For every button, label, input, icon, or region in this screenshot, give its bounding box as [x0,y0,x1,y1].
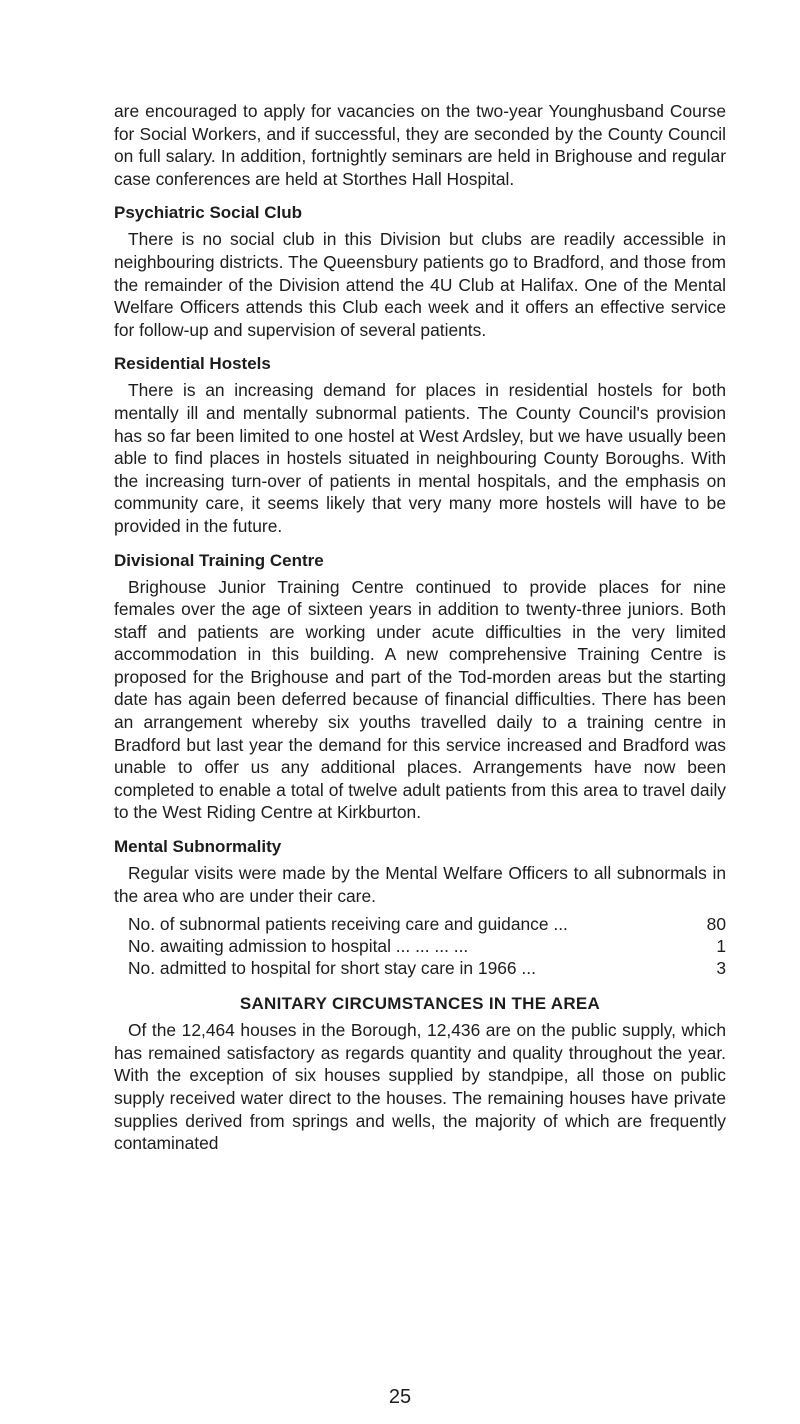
stat-row [114,957,726,979]
heading-residential-hostels: Residential Hostels [114,354,271,374]
stat-value: 80 [706,914,726,935]
stat-label: No. admitted to hospital for short stay care in 1966 ... [128,958,536,979]
paragraph-divisional-training-centre: Brighouse Junior Training Centre continued to provide places for nine females over the age of sixteen years in addition to twenty-three juniors. Both staff and patients are working under acute difficulties in the very limited accommodation in this building. A new comprehensive Training Centre is proposed for the Brighouse and part of the Tod-morden areas but the starting date has again been deferred because of financial difficulties. There has been an arrangement whereby six youths travelled daily to a training centre in Bradford but last year the demand for this service increased and Bradford was unable to offer us any additional places. Arrangements have now been completed to enable a total of twelve adult patients from this area to travel daily to the West Riding Centre at Kirkburton. [114,576,726,823]
paragraph-sanitary-circumstances: Of the 12,464 houses in the Borough, 12,436 are on the public supply, which has remained satisfactory as regards quantity and quality throughout the year. With the exception of six houses supplied by standpipe, all those on public supply received water direct to the houses. The remaining houses have private supplies derived from springs and wells, the majority of which are frequently contaminated [114,1020,726,1154]
stat-value: 3 [716,958,726,979]
stat-label: No. of subnormal patients receiving care and guidance ... [128,914,568,935]
stat-value: 1 [716,936,726,957]
stat-label: No. awaiting admission to hospital ... ... ... ... [128,936,469,957]
heading-mental-subnormality: Mental Subnormality [114,837,282,857]
heading-sanitary-circumstances: SANITARY CIRCUMSTANCES IN THE AREA [239,994,601,1014]
paragraph-psychiatric-social-club: There is no social club in this Division but clubs are readily accessible in neighbouring districts. The Queensbury patients go to Bradford, and those from the remainder of the Division attend the 4U Club at Halifax. One of the Mental Welfare Officers attends this Club each week and it offers an effective service for follow-up and supervision of several patients. [114,229,726,340]
paragraph-residential-hostels: There is an increasing demand for places in residential hostels for both mentally ill and mentally subnormal patients. The County Council's provision has so far been limited to one hostel at West Ardsley, but we have usually been able to find places in hostels situated in neighbouring County Boroughs. With the increasing turn-over of patients in mental hospitals, and the emphasis on community care, it seems likely that very many more hostels will have to be provided in the future. [114,380,726,536]
heading-psychiatric-social-club: Psychiatric Social Club [114,203,303,223]
stat-row [114,913,726,935]
page-content [114,100,726,1155]
subnormality-stats [114,913,726,979]
heading-divisional-training-centre: Divisional Training Centre [114,550,324,570]
intro-paragraph: are encouraged to apply for vacancies on the two-year Younghusband Course for Social Workers, and if successful, they are seconded by the County Council on full salary. In addition, fortnightly seminars are held in Brighouse and regular case conferences are held at Storthes Hall Hospital. [114,101,726,189]
page-number: 25 [388,1386,412,1408]
paragraph-mental-subnormality: Regular visits were made by the Mental Welfare Officers to all subnormals in the area who are under their care. [114,863,726,906]
stat-row [114,935,726,957]
